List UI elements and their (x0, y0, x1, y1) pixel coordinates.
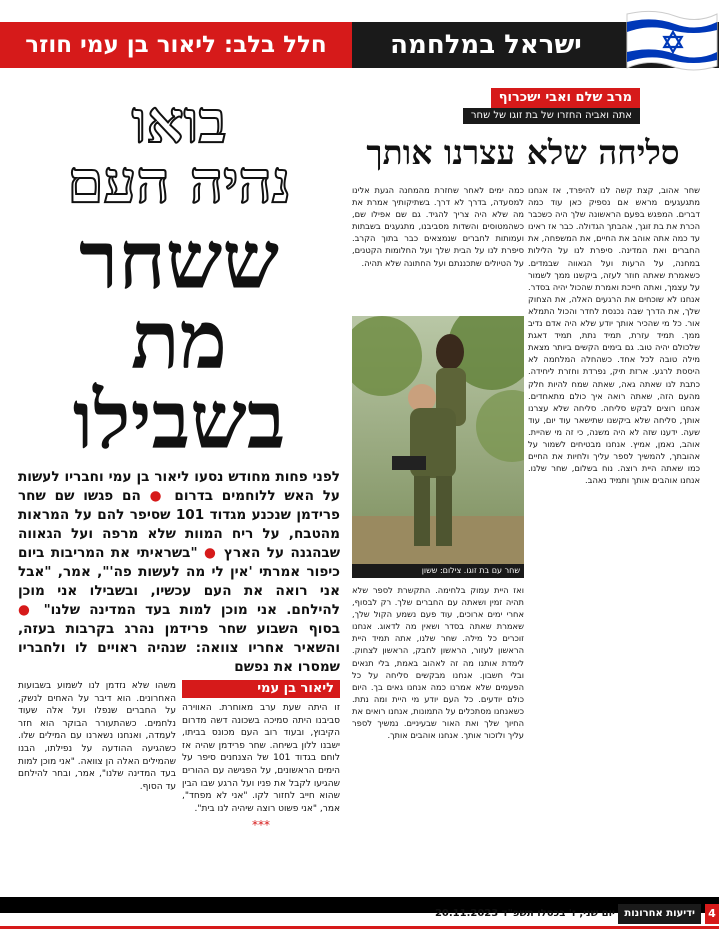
couple-photo-icon (352, 316, 524, 564)
article-column-left-top: כמה ימים לאחר שחזרת מהמחנה הגעת אלינו למסעדה, בדרך לא דרך. בשתיקותיך אמרת את מה שלא היה צריך להגיד. גם שם אפילו שם, כשהמטוסים והשדות מסביבנו, מתגעגים בשבתות ועמותות לחברים שנמצאים כבר בתוך הקרב. סיפרת לנו על הבית שלך ועל החלומות הקטנים, על הטיולים שתכננתם ועל החתונה שלא תהיה. (352, 185, 524, 268)
end-stars: *** (252, 818, 270, 833)
headline-line-5: בשבילו (72, 373, 286, 467)
page-number: 4 (705, 904, 719, 924)
letter-article (346, 88, 700, 888)
lead-part-3: "בשראיתי את המריבות ביום כיפור אמרתי 'אין לי מה לעשות פה'", אמר, "אבל אני רואה את העם עכשיו, ובשבילו אני מוכן להילחם. אני מוכן למות בעד המדינה שלנו" (18, 545, 340, 618)
sub-article-right-column (182, 680, 340, 832)
sub-article-text-left: משהו שלא נזדמן לנו לשמוע בשבועות האחרונים. הוא דיבר על האחים לנשק, על החברים שנפלו ועל אלה שעוד נלחמים. כשהתעורר הבוקר הוא חזר לעמדה, ואנחנו נשארנו עם המילים שלו. כשהגיעה ההודעה על נפילתו, הבנו שהמילים האלה הן צוואה. "אני מוכן למות בעד המדינה שלנו", אמר, ובחר להילחם עד הסוף. (17, 681, 176, 792)
article-column-right: שחר אהוב, קצת קשה לנו להיפרד, אז אנחנו מתגעגעים מראש אם נספיק כאן עוד כמה דברים. המפגש בפעם הראשונה שלך היה כשכבר הכרת את בת זוגך, אהבתך הגדולה. כבר אז ראינו עד כמה אתה אוהב את החיים, את המשפחה, את החברים ואת המדינה. סיפרת לנו על הלילות במחנה, על הרעות ועל הגאווה שבמדים. כשאמרת שאתה חוזר לעזה, ביקשנו ממך לשמור על עצמך, ואתה חייכת ואמרת שהכול יהיה בסדר. אנחנו לא שוכחים את הרגעים האלה, את הצחוק שלך, את הדרך שבה נכנסת לחדר והכול התמלא אור. כל מי שהכיר אותך יודע שלא היה אדם נדיב ממך. תמיד עזרת, תמיד נתת, תמיד דאגת שלכולם יהיה טוב. גם בימים הקשים ביותר מצאת מילה טובה לכל אחד. כשהחלה המלחמה לא היססת לרגע. ארזת תיק, נפרדת וחזרת ליחידה. כתבת לנו שאתה גאה, שאתה שמח להיות חלק מהעם הזה, שאתה רואה איך כולם מתאחדים. אנחנו רוצים לבקש סליחה. סליחה שלא עצרנו אותך, סליחה שלא ביקשנו שתישאר עוד יום, עוד שעה. ידענו שזה לא היה משנה, כי זה מי שהיית. אוהב, נאמן, אמיץ. אנחנו מבטיחים לשמור על אהובתך, להמשיך לספר עליך ולחיות את החיים כמו שאתה היית רוצה. נוח בשלום, שחר שלנו. אנחנו אוהבים אותך ותמיד נאהב. (528, 185, 700, 486)
headline-line-2: נהיה העם (67, 148, 291, 216)
issue-date: יום שני, ז' בכסלו תשפ"ד 20.11.2023 (434, 908, 615, 919)
headline-line-1: בואו (131, 88, 227, 156)
lead-part-2: הם פגשו שם שחר פרידמן שנכנע מגדוד 101 שסיפר להם על המראות מהטבח, על ריח המוות שלא מרפה ועל הגאווה שבהגנה על הארץ (18, 488, 341, 561)
article-kicker: מרב שלם ואבי ישכרוף (491, 88, 640, 108)
lead-part-1: לפני פחות מחודש נסעו ליאור בן עמי וחבריו לעשות על האש ללוחמים בדרום (18, 469, 340, 504)
fallen-soldier-banner: חלל בלב: ליאור בן עמי חוזר (0, 22, 352, 68)
main-headline (18, 88, 340, 467)
israel-flag-icon (623, 8, 719, 76)
lead-part-4: בסוף השבוע שחר פרידמן נהרג בקרבות בעזה, והשאיר אחריו צוואה: שנהיה ראויים לו ולחבריו שמסרו את נפשם (18, 621, 340, 675)
sub-article (18, 680, 340, 890)
lead-paragraph (18, 468, 340, 677)
article-column-left-bottom: ואז היית עמוק בלחימה. התקשרת לספר שלא תהיה זמין ושאתה עם החברים שלך. רק לבסוף, אחרי ימים ארוכים, עוד פעם נשמע הקול שלך, שאמרת שאתה בסדר ושאין מה לדאוג. אנחנו זוכרים כל מילה. שחר שלנו, אתה תמיד היית הראשון לעזור, הראשון לחבק, הראשון לצחוק. לימדת אותנו מה זה לאהוב באמת, בלי תנאים ובלי חשבון. אנחנו מבקשים סליחה על כל הפעמים שלא אמרנו כמה אנחנו גאים בך. היום כולם יודעים. כל העם יודע מי היית ומה נתת. כשאנחנו מסתכלים על התמונות, אנחנו רואים את החיוך שלך ואת האור שבעיניים. נמשיך לספר עליך ולזכור אותך. אנחנו אוהבים אותך. (352, 585, 524, 741)
sub-article-text-right: זו היתה שעת ערב מאוחרת. האווירה סביבנו היתה סמיכה בשכונה דשה מדרום הקיבוץ, ובעוד רוב העם מכונס בביתו, ישבנו ללון בשיחה. שחר פרידמן שהיה אז לוחם בגדוד 101 של הצנחנים סיפר על הימים הראשונים, על הפגישה עם ההורים שהגיעו לקבל את פניו ועל הרגע שבו הבין שהוא חייב לחזור לקו. "אני לא מפחד", אמר, "אני פשוט רוצה שיהיה לנו בית". (182, 703, 340, 814)
article-kicker-sub: אתה ואביה החזרו של בת זוגו של שחר (463, 108, 640, 124)
bullet-icon: ● (203, 545, 218, 561)
headline-line-3: ששחר (79, 213, 279, 307)
article-title: סליחה שלא עצרנו אותך (366, 133, 680, 172)
newspaper-name: ידיעות אחרונות (618, 904, 701, 924)
photo-caption: שחר עם בת זוגו. צילום: ששון (352, 564, 524, 578)
section-title: ישראל במלחמה (390, 30, 582, 60)
sub-article-left-column (18, 680, 176, 793)
page-header (0, 22, 719, 68)
bullet-icon: ● (18, 602, 35, 618)
bottom-rule (0, 926, 719, 929)
headline-line-4: מת (130, 293, 228, 387)
bullet-icon: ● (149, 488, 166, 504)
page-footer (0, 904, 719, 924)
byline: ליאור בן עמי (182, 680, 340, 698)
article-photo (352, 316, 524, 578)
